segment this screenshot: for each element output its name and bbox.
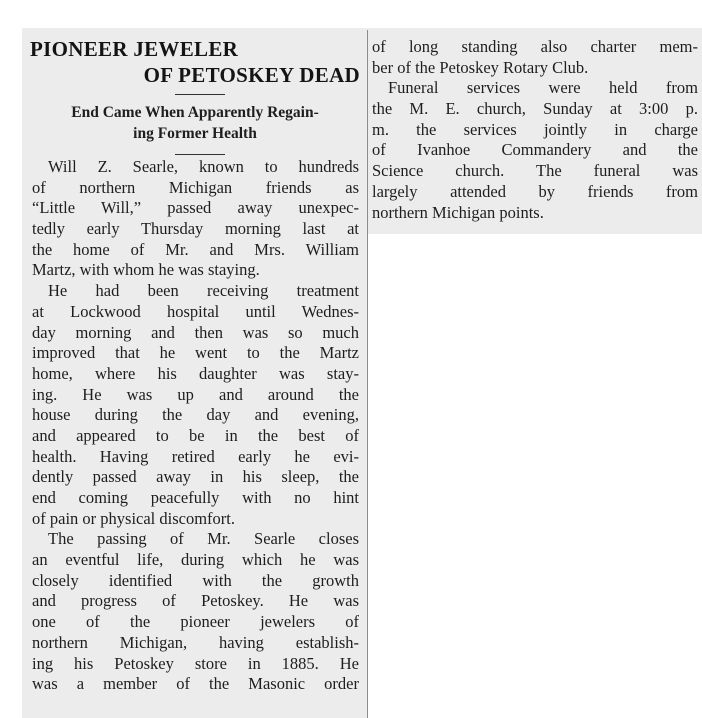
body-line: of pain or physical discomfort. bbox=[32, 508, 235, 528]
body-line: northern Michigan, having establish- bbox=[32, 632, 359, 652]
body-line: m. the services jointly in charge bbox=[372, 119, 698, 139]
body-line: health. Having retired early he evi- bbox=[32, 446, 359, 466]
body-line: ber of the Petoskey Rotary Club. bbox=[372, 57, 589, 77]
body-line: Funeral services were held from bbox=[388, 78, 698, 98]
body-line: and appeared to be in the best of bbox=[32, 425, 359, 445]
headline-divider bbox=[175, 94, 225, 95]
body-line: of northern Michigan friends as bbox=[32, 177, 359, 197]
subheadline bbox=[30, 102, 360, 144]
body-line: closely identified with the growth bbox=[32, 570, 359, 590]
body-line: dently passed away in his sleep, the bbox=[32, 467, 359, 487]
body-line: tedly early Thursday morning last at bbox=[32, 219, 359, 239]
article-body-left bbox=[32, 157, 359, 695]
body-line: ing his Petoskey store in 1885. He bbox=[32, 653, 359, 673]
body-line: He had been receiving treatment bbox=[48, 281, 359, 301]
body-line: “Little Will,” passed away unexpec- bbox=[32, 198, 359, 218]
body-line: end coming peacefully with no hint bbox=[32, 488, 359, 507]
body-line: the M. E. church, Sunday at 3:00 p. bbox=[372, 99, 698, 119]
body-line: Science church. The funeral was bbox=[372, 161, 698, 181]
body-line: largely attended by friends from bbox=[372, 181, 698, 201]
column-rule bbox=[367, 30, 368, 718]
subheadline-divider bbox=[175, 154, 225, 155]
body-line: The passing of Mr. Searle closes bbox=[48, 529, 359, 549]
body-line: ing. He was up and around the bbox=[32, 384, 359, 404]
headline-line-1: PIONEER JEWELER bbox=[30, 37, 239, 61]
body-line: was a member of the Masonic order bbox=[32, 674, 359, 694]
body-line: Martz, with whom he was staying. bbox=[32, 260, 260, 280]
body-line: improved that he went to the Martz bbox=[32, 343, 359, 363]
body-line: and progress of Petoskey. He was bbox=[32, 591, 359, 611]
body-line: home, where his daughter was stay- bbox=[32, 363, 359, 383]
body-line: at Lockwood hospital until Wednes- bbox=[32, 301, 359, 321]
article-body-right bbox=[372, 37, 698, 223]
body-line: Will Z. Searle, known to hundreds bbox=[48, 157, 359, 176]
subheadline-line-1: End Came When Apparently Regain- bbox=[71, 104, 319, 121]
body-line: house during the day and evening, bbox=[32, 405, 359, 425]
body-line: the home of Mr. and Mrs. William bbox=[32, 239, 359, 259]
subheadline-line-2: ing Former Health bbox=[133, 125, 257, 142]
body-line: day morning and then was so much bbox=[32, 322, 359, 342]
body-line: northern Michigan points. bbox=[372, 202, 544, 222]
body-line: an eventful life, during which he was bbox=[32, 550, 359, 570]
body-line: one of the pioneer jewelers of bbox=[32, 612, 359, 632]
body-line: of long standing also charter mem- bbox=[372, 37, 698, 56]
headline bbox=[30, 36, 360, 88]
body-line: of Ivanhoe Commandery and the bbox=[372, 140, 698, 160]
headline-line-2: OF PETOSKEY DEAD bbox=[143, 63, 360, 87]
